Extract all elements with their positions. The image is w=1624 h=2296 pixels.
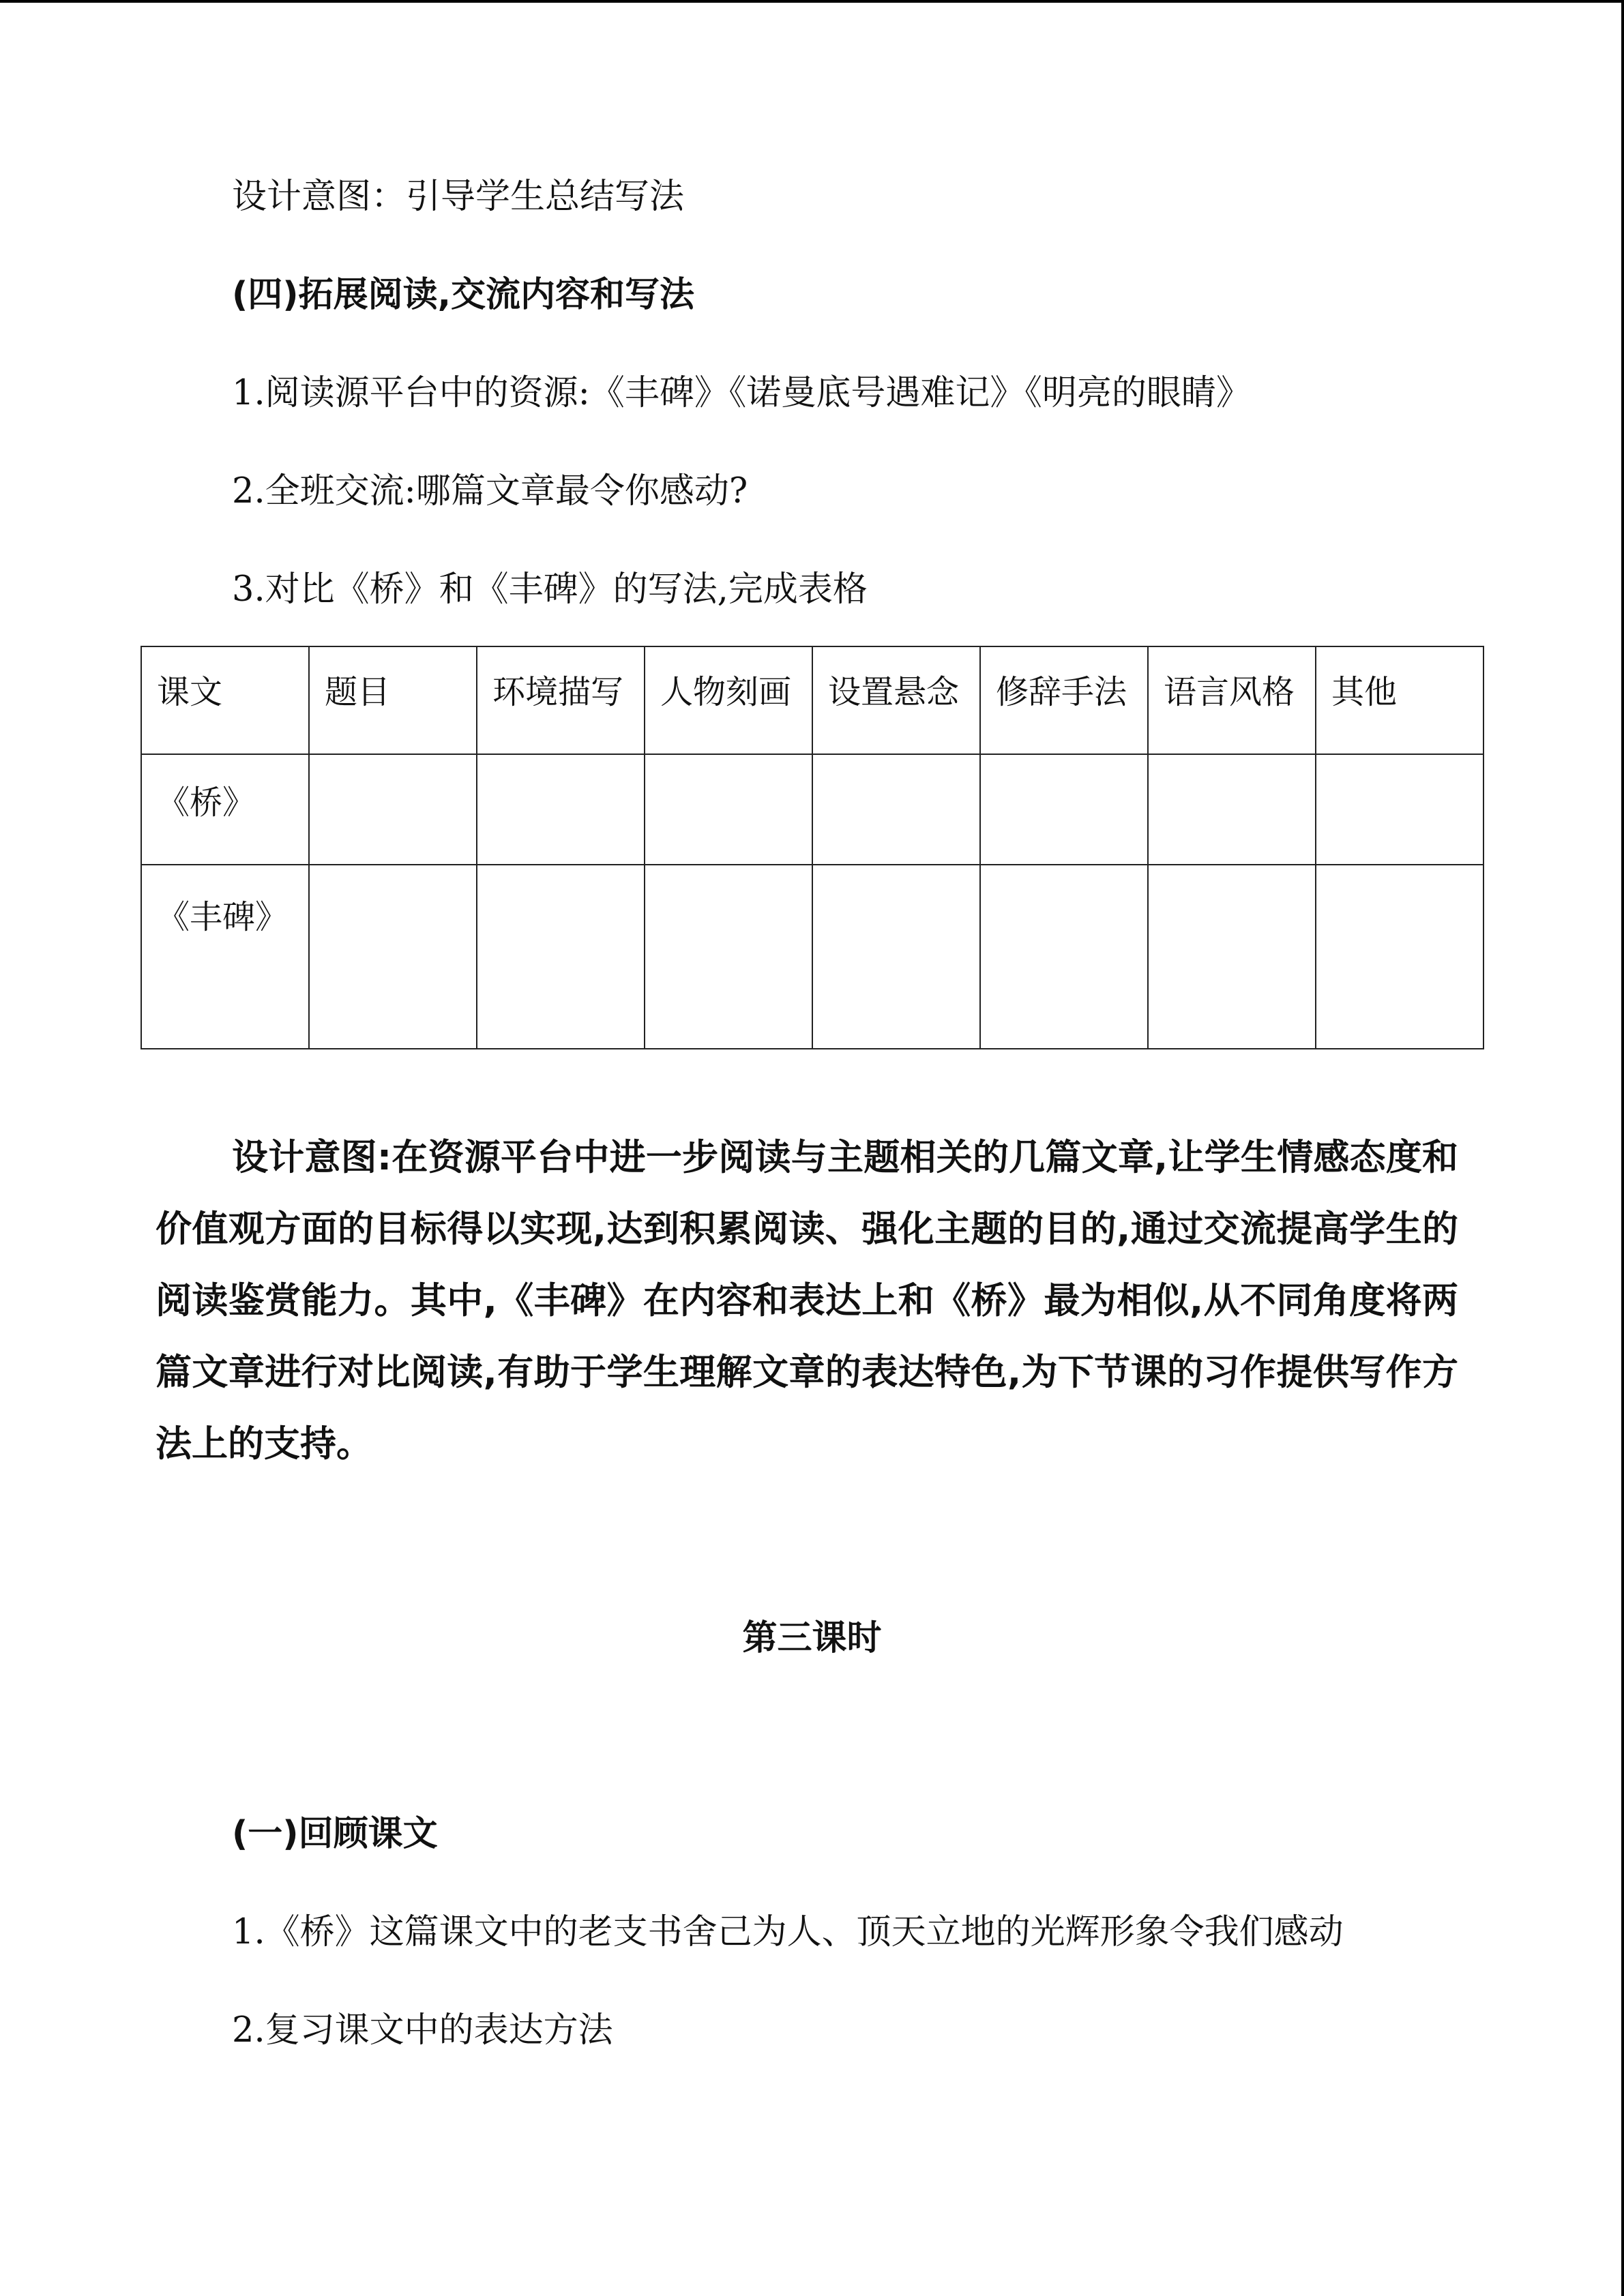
table-row-label: 《桥》 [141, 754, 309, 865]
table-cell [645, 865, 812, 1049]
design-intent-paragraph: 设计意图:在资源平台中进一步阅读与主题相关的几篇文章,让学生情感态度和价值观方面的目标得以实现,达到积累阅读、强化主题的目的,通过交流提高学生的阅读鉴赏能力。其中,《丰碑》在内容和表达上和《桥》最为相似,从不同角度将两篇文章进行对比阅读,有助于学生理解文章的表达特色,为下节课的习作提供写作方法上的支持。 [156, 1137, 1458, 1465]
table-header-cell: 修辞手法 [980, 646, 1148, 754]
table-header-cell: 课文 [141, 646, 309, 754]
table-header-cell: 题目 [309, 646, 477, 754]
table-header-cell: 人物刻画 [645, 646, 812, 754]
table-cell [309, 754, 477, 865]
page-right-border [1621, 0, 1624, 2296]
table-cell [1316, 865, 1483, 1049]
section-4-item-3: 3.对比《桥》和《丰碑》的写法,完成表格 [232, 569, 868, 610]
table-row [141, 865, 1483, 1049]
design-note-line: 设计意图：引导学生总结写法 [232, 177, 685, 217]
table-cell [645, 754, 812, 865]
table-header-cell: 环境描写 [477, 646, 645, 754]
lesson-3-item-2: 2.复习课文中的表达方法 [232, 2010, 613, 2051]
section-4-heading: (四)拓展阅读,交流内容和写法 [232, 275, 694, 315]
page-top-border [0, 0, 1624, 3]
table-cell [1148, 754, 1316, 865]
table-cell [812, 754, 980, 865]
table-header-cell: 语言风格 [1148, 646, 1316, 754]
lesson-3-title: 第三课时 [742, 1618, 882, 1658]
table-cell [980, 754, 1148, 865]
lesson-3-item-1: 1.《桥》这篇课文中的老支书舍己为人、顶天立地的光辉形象令我们感动 [232, 1912, 1344, 1952]
table-cell [309, 865, 477, 1049]
table-cell [812, 865, 980, 1049]
table-header-cell: 设置悬念 [812, 646, 980, 754]
table-header-cell: 其他 [1316, 646, 1483, 754]
table-cell [1316, 754, 1483, 865]
table-cell [477, 865, 645, 1049]
table-cell [980, 865, 1148, 1049]
table-cell [1148, 865, 1316, 1049]
table-row-label: 《丰碑》 [141, 865, 309, 1049]
lesson-3-section-1-heading: (一)回顾课文 [232, 1814, 438, 1854]
table-row [141, 754, 1483, 865]
table-cell [477, 754, 645, 865]
section-4-item-1: 1.阅读源平台中的资源:《丰碑》《诺曼底号遇难记》《明亮的眼睛》 [232, 373, 1251, 413]
section-4-item-2: 2.全班交流:哪篇文章最令你感动? [232, 471, 748, 511]
comparison-table [141, 646, 1484, 1049]
table-header-row [141, 646, 1483, 754]
